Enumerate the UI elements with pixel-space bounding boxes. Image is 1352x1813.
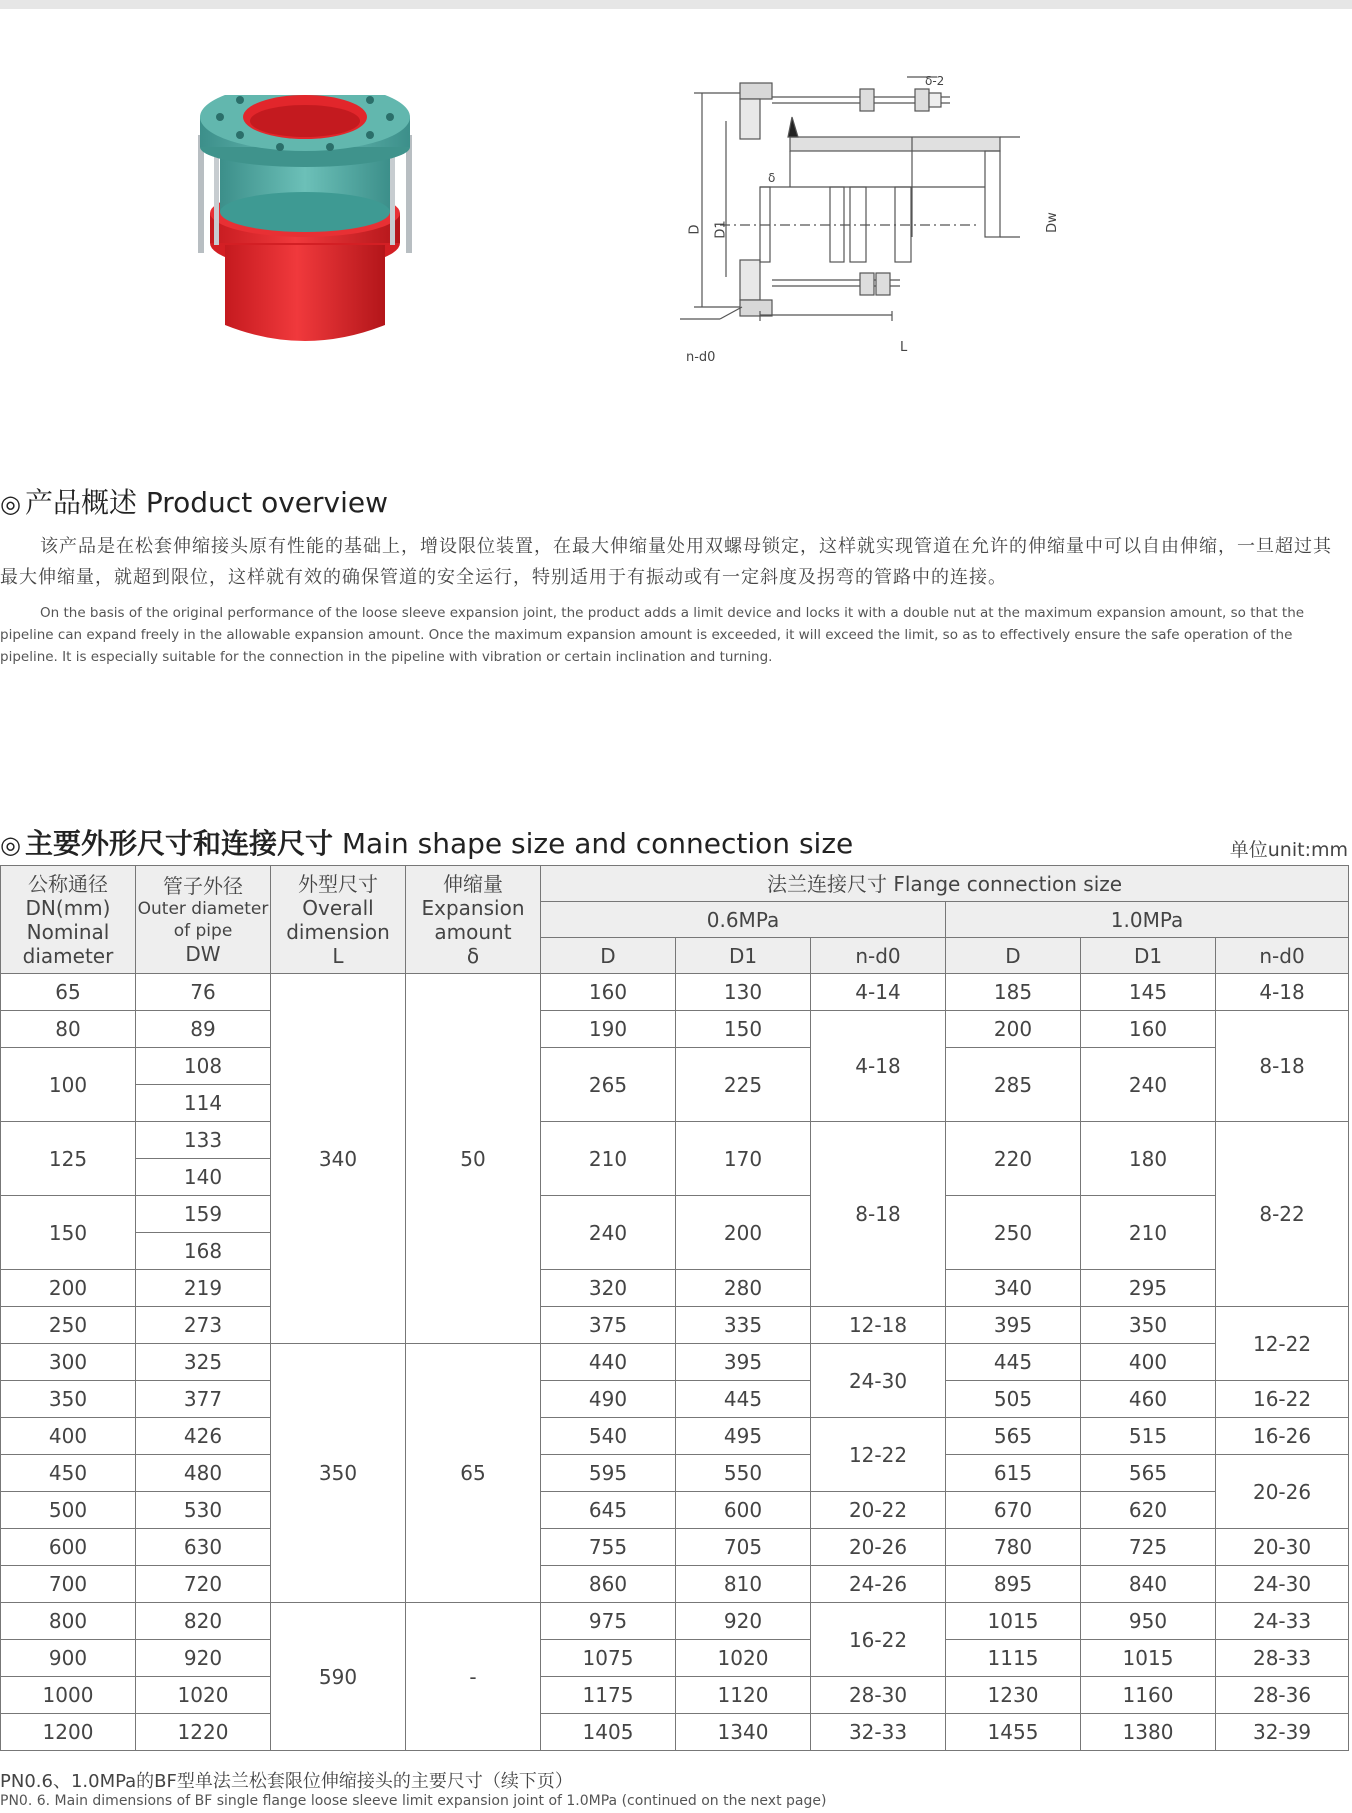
- cell-dn: 450: [1, 1455, 136, 1492]
- table-row: [1, 1344, 1349, 1381]
- cell-d: 395: [946, 1307, 1081, 1344]
- table-row: [1, 1381, 1349, 1418]
- table-caption-en: PN0. 6. Main dimensions of BF single flange loose sleeve limit expansion joint of 1.0MPa (continued on the next page): [0, 1793, 827, 1809]
- section-mark-icon: ◎: [0, 831, 21, 859]
- cell-d1: 515: [1081, 1418, 1216, 1455]
- drawing-label-d: D: [687, 224, 703, 235]
- cell-dw: 159: [136, 1196, 271, 1233]
- cell-dw: 530: [136, 1492, 271, 1529]
- cell-d: 240: [541, 1196, 676, 1270]
- table-row: [1, 1677, 1349, 1714]
- cell-d: 540: [541, 1418, 676, 1455]
- top-bar: [0, 0, 1352, 9]
- cell-d: 1455: [946, 1714, 1081, 1751]
- cell-dn: 80: [1, 1011, 136, 1048]
- cell-d: 160: [541, 974, 676, 1011]
- section-mark-icon: ◎: [0, 490, 21, 518]
- cell-nd0: 8-22: [1216, 1122, 1349, 1307]
- cell-nd0: 12-22: [1216, 1307, 1349, 1381]
- cell-d: 210: [541, 1122, 676, 1196]
- cell-d1: 400: [1081, 1344, 1216, 1381]
- header-l: 外型尺寸 Overall dimension L: [271, 866, 406, 974]
- cell-nd0: 8-18: [1216, 1011, 1349, 1122]
- cell-dw: 1020: [136, 1677, 271, 1714]
- table-row: [1, 1307, 1349, 1344]
- cell-dw: 630: [136, 1529, 271, 1566]
- cell-nd0: 28-30: [811, 1677, 946, 1714]
- cell-l: 590: [271, 1603, 406, 1751]
- drawing-label-delta2: δ-2: [925, 74, 945, 88]
- header-flange: 法兰连接尺寸 Flange connection size: [541, 866, 1349, 902]
- cell-nd0: 16-22: [1216, 1381, 1349, 1418]
- cell-d1: 225: [676, 1048, 811, 1122]
- cell-dw: 820: [136, 1603, 271, 1640]
- table-row: [1, 1011, 1349, 1048]
- cell-nd0: 8-18: [811, 1122, 946, 1307]
- cell-d1: 460: [1081, 1381, 1216, 1418]
- cell-dn: 800: [1, 1603, 136, 1640]
- cell-nd0: 4-18: [811, 1011, 946, 1122]
- cell-dw: 377: [136, 1381, 271, 1418]
- cell-d1: 180: [1081, 1122, 1216, 1196]
- cell-delta: -: [406, 1603, 541, 1751]
- cell-d: 645: [541, 1492, 676, 1529]
- table-row: [1, 1566, 1349, 1603]
- cell-nd0: 12-22: [811, 1418, 946, 1492]
- cell-dn: 250: [1, 1307, 136, 1344]
- cell-d: 780: [946, 1529, 1081, 1566]
- cell-dn: 200: [1, 1270, 136, 1307]
- cell-d1: 335: [676, 1307, 811, 1344]
- cell-nd0: 4-18: [1216, 974, 1349, 1011]
- cell-dn: 600: [1, 1529, 136, 1566]
- cell-d1: 1120: [676, 1677, 811, 1714]
- cell-d: 975: [541, 1603, 676, 1640]
- table-row: [1, 1196, 1349, 1233]
- cell-nd0: 32-39: [1216, 1714, 1349, 1751]
- cell-d: 1075: [541, 1640, 676, 1677]
- cell-d1: 350: [1081, 1307, 1216, 1344]
- drawing-label-l: L: [900, 340, 908, 355]
- header-delta: 伸缩量 Expansion amount δ: [406, 866, 541, 974]
- cell-dn: 300: [1, 1344, 136, 1381]
- cell-dw: 920: [136, 1640, 271, 1677]
- cell-dw: 325: [136, 1344, 271, 1381]
- cell-d: 860: [541, 1566, 676, 1603]
- cell-d1: 725: [1081, 1529, 1216, 1566]
- cell-nd0: 24-30: [811, 1344, 946, 1418]
- cell-d: 340: [946, 1270, 1081, 1307]
- cell-dw: 1220: [136, 1714, 271, 1751]
- cell-d1: 280: [676, 1270, 811, 1307]
- cell-dn: 125: [1, 1122, 136, 1196]
- drawing-label-dw: Dw: [1044, 212, 1060, 233]
- cell-dn: 150: [1, 1196, 136, 1270]
- cell-dn: 900: [1, 1640, 136, 1677]
- overview-text-en: On the basis of the original performance of the loose sleeve expansion joint, the product adds a limit device and locks it with a double nut at the maximum expansion amount, so that the pipeline can expand freely in the allowable expansion amount. Once the maximum expansion amount is exceeded, it will exceed the limit, so as to effectively ensure the safe operation of the pipeline. It is especially suitable for the connection in the pipeline with vibration or certain inclination and turning.: [0, 605, 1305, 665]
- header-sub: D: [946, 938, 1081, 974]
- cell-nd0: 4-14: [811, 974, 946, 1011]
- unit-label: 单位unit:mm: [1229, 839, 1348, 861]
- cell-d1: 950: [1081, 1603, 1216, 1640]
- cell-d1: 840: [1081, 1566, 1216, 1603]
- cell-d1: 130: [676, 974, 811, 1011]
- cell-d1: 600: [676, 1492, 811, 1529]
- table-row: [1, 1122, 1349, 1159]
- header-p10: 1.0MPa: [946, 902, 1349, 938]
- cell-d: 595: [541, 1455, 676, 1492]
- cell-dn: 500: [1, 1492, 136, 1529]
- cell-l: 350: [271, 1344, 406, 1603]
- cell-nd0: 24-30: [1216, 1566, 1349, 1603]
- overview-text-cn: 该产品是在松套伸缩接头原有性能的基础上，增设限位装置，在最大伸缩量处用双螺母锁定，这样就实现管道在允许的伸缩量中可以自由伸缩，一旦超过其最大伸缩量，就超到限位，这样就有效的确保管道的安全运行，特别适用于有振动或有一定斜度及拐弯的管路中的连接。: [0, 536, 1332, 588]
- cell-nd0: 24-33: [1216, 1603, 1349, 1640]
- overview-title: ◎ 产品概述 Product overview: [0, 486, 388, 519]
- cell-d: 445: [946, 1344, 1081, 1381]
- table-row: [1, 1529, 1349, 1566]
- cell-d: 670: [946, 1492, 1081, 1529]
- cell-d1: 920: [676, 1603, 811, 1640]
- cell-d: 185: [946, 974, 1081, 1011]
- cell-d: 1230: [946, 1677, 1081, 1714]
- cell-d: 320: [541, 1270, 676, 1307]
- cell-nd0: 28-36: [1216, 1677, 1349, 1714]
- header-sub: n-d0: [1216, 938, 1349, 974]
- cell-dn: 100: [1, 1048, 136, 1122]
- drawing-label-d1: D1: [713, 220, 729, 239]
- cell-dw: 273: [136, 1307, 271, 1344]
- cell-d: 285: [946, 1048, 1081, 1122]
- cell-dn: 400: [1, 1418, 136, 1455]
- header-dw: 管子外径 Outer diameter of pipe DW: [136, 866, 271, 974]
- table-row: [1, 1603, 1349, 1640]
- cell-d: 490: [541, 1381, 676, 1418]
- cell-dn: 1000: [1, 1677, 136, 1714]
- cell-nd0: 12-18: [811, 1307, 946, 1344]
- cell-d1: 1015: [1081, 1640, 1216, 1677]
- header-dn: 公称通径 DN(mm) Nominal diameter: [1, 866, 136, 974]
- cell-d1: 395: [676, 1344, 811, 1381]
- cell-d: 440: [541, 1344, 676, 1381]
- technical-drawing: [680, 75, 1080, 375]
- cell-d: 565: [946, 1418, 1081, 1455]
- table-row: [1, 1048, 1349, 1085]
- table-row: [1, 974, 1349, 1011]
- cell-nd0: 32-33: [811, 1714, 946, 1751]
- drawing-label-nd0: n-d0: [686, 350, 716, 365]
- cell-d1: 810: [676, 1566, 811, 1603]
- cell-d1: 1380: [1081, 1714, 1216, 1751]
- cell-dw: 720: [136, 1566, 271, 1603]
- cell-d: 190: [541, 1011, 676, 1048]
- product-photo: [180, 95, 440, 365]
- cell-dw: 140: [136, 1159, 271, 1196]
- cell-d1: 1020: [676, 1640, 811, 1677]
- drawing-label-delta: δ: [768, 171, 776, 185]
- cell-delta: 65: [406, 1344, 541, 1603]
- cell-d: 1115: [946, 1640, 1081, 1677]
- cell-d1: 150: [676, 1011, 811, 1048]
- cell-nd0: 20-26: [1216, 1455, 1349, 1529]
- table-row: [1, 1455, 1349, 1492]
- table-row: [1, 1270, 1349, 1307]
- cell-d1: 620: [1081, 1492, 1216, 1529]
- cell-d: 505: [946, 1381, 1081, 1418]
- cell-dw: 168: [136, 1233, 271, 1270]
- cell-delta: 50: [406, 974, 541, 1344]
- cell-nd0: 16-26: [1216, 1418, 1349, 1455]
- table-row: [1, 1492, 1349, 1529]
- header-sub: D: [541, 938, 676, 974]
- cell-d1: 445: [676, 1381, 811, 1418]
- cell-d1: 145: [1081, 974, 1216, 1011]
- table-caption-cn: PN0.6、1.0MPa的BF型单法兰松套限位伸缩接头的主要尺寸（续下页）: [0, 1771, 573, 1792]
- cell-dw: 480: [136, 1455, 271, 1492]
- table-row: [1, 1714, 1349, 1751]
- cell-nd0: 20-26: [811, 1529, 946, 1566]
- size-section-title: ◎ 主要外形尺寸和连接尺寸 Main shape size and connection size: [0, 827, 854, 860]
- table-row: [1, 1418, 1349, 1455]
- spec-table: [0, 865, 1349, 1751]
- cell-d1: 240: [1081, 1048, 1216, 1122]
- header-sub: D1: [676, 938, 811, 974]
- cell-d: 1405: [541, 1714, 676, 1751]
- cell-dw: 89: [136, 1011, 271, 1048]
- cell-dw: 426: [136, 1418, 271, 1455]
- cell-d1: 295: [1081, 1270, 1216, 1307]
- cell-d1: 210: [1081, 1196, 1216, 1270]
- cell-dn: 700: [1, 1566, 136, 1603]
- cell-d: 220: [946, 1122, 1081, 1196]
- cell-d1: 200: [676, 1196, 811, 1270]
- cell-d: 615: [946, 1455, 1081, 1492]
- header-sub: n-d0: [811, 938, 946, 974]
- cell-nd0: 20-22: [811, 1492, 946, 1529]
- cell-dw: 133: [136, 1122, 271, 1159]
- cell-dw: 219: [136, 1270, 271, 1307]
- header-sub: D1: [1081, 938, 1216, 974]
- cell-dn: 65: [1, 974, 136, 1011]
- cell-d1: 1340: [676, 1714, 811, 1751]
- cell-d1: 495: [676, 1418, 811, 1455]
- cell-d: 1015: [946, 1603, 1081, 1640]
- cell-d: 200: [946, 1011, 1081, 1048]
- header-p06: 0.6MPa: [541, 902, 946, 938]
- cell-d: 250: [946, 1196, 1081, 1270]
- cell-dn: 350: [1, 1381, 136, 1418]
- cell-nd0: 20-30: [1216, 1529, 1349, 1566]
- cell-d1: 705: [676, 1529, 811, 1566]
- cell-nd0: 28-33: [1216, 1640, 1349, 1677]
- cell-d: 755: [541, 1529, 676, 1566]
- cell-d: 265: [541, 1048, 676, 1122]
- cell-d: 375: [541, 1307, 676, 1344]
- table-row: [1, 1640, 1349, 1677]
- cell-d1: 160: [1081, 1011, 1216, 1048]
- cell-dw: 108: [136, 1048, 271, 1085]
- cell-dn: 1200: [1, 1714, 136, 1751]
- cell-nd0: 24-26: [811, 1566, 946, 1603]
- cell-dw: 114: [136, 1085, 271, 1122]
- cell-d1: 565: [1081, 1455, 1216, 1492]
- cell-d1: 550: [676, 1455, 811, 1492]
- cell-d: 895: [946, 1566, 1081, 1603]
- cell-d1: 170: [676, 1122, 811, 1196]
- cell-d1: 1160: [1081, 1677, 1216, 1714]
- cell-dw: 76: [136, 974, 271, 1011]
- cell-l: 340: [271, 974, 406, 1344]
- cell-d: 1175: [541, 1677, 676, 1714]
- cell-nd0: 16-22: [811, 1603, 946, 1677]
